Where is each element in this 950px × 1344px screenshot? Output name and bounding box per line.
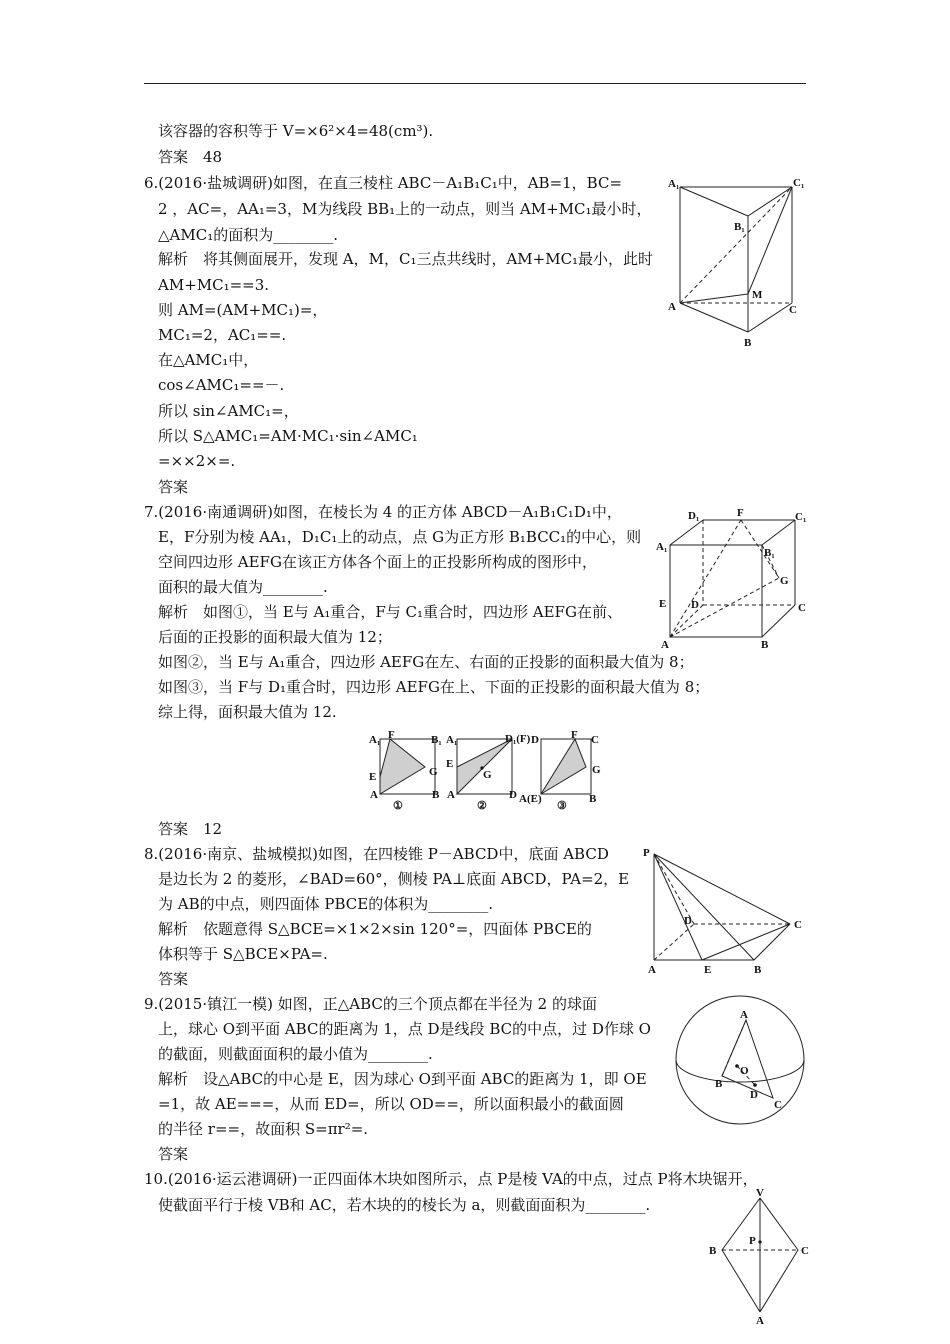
text-line: △AMC₁的面积为________. <box>158 226 338 244</box>
label-C: C <box>801 1245 809 1257</box>
p2-label-D1F: D₁(F) <box>505 733 531 745</box>
answer-line: 答案 <box>158 478 189 496</box>
p2-label-A1: A₁ <box>446 734 458 746</box>
text-line: 体积等于 S△BCE×PA=. <box>158 945 328 963</box>
problem-8-title: 8.(2016·南京、盐城模拟)如图，在四棱锥 P－ABCD中，底面 ABCD <box>144 845 609 863</box>
p3-label-C: C <box>591 734 599 746</box>
p3-label-B: B <box>589 793 597 805</box>
label-A: A <box>668 301 676 313</box>
solution-line: 解析 如图①，当 E与 A₁重合，F与 C₁重合时，四边形 AEFG在前、 <box>158 603 622 621</box>
label-C: C <box>789 304 797 316</box>
label-B: B <box>744 337 752 349</box>
problem-10-title: 10.(2016·运云港调研)一正四面体木块如图所示，点 P是棱 VA的中点，过点 P将木块锯开， <box>144 1170 758 1188</box>
label-B: B <box>715 1078 723 1090</box>
p1-caption: ① <box>393 800 403 812</box>
label-B1: B₁ <box>734 221 745 233</box>
p1-label-G: G <box>429 766 438 778</box>
text-line: AM+MC₁==3. <box>158 276 270 294</box>
tetrahedron-figure <box>706 1186 816 1326</box>
p1-label-B1: B₁ <box>431 734 442 746</box>
sphere-figure <box>670 996 810 1126</box>
p2-label-E: E <box>446 758 454 770</box>
text-line: 如图③，当 F与 D₁重合时，四边形 AEFG在上、下面的正投影的面积最大值为 8； <box>158 678 710 696</box>
text-line: 则 AM=(AM+MC₁)=， <box>158 301 328 319</box>
text-line: 是边长为 2 的菱形，∠BAD=60°，侧棱 PA⊥底面 ABCD，PA=2，E <box>158 870 630 888</box>
text-line: 上，球心 O到平面 ABC的距离为 1，点 D是线段 BC的中点，过 D作球 O <box>158 1020 651 1038</box>
p1-label-A: A <box>370 789 378 801</box>
label-C: C <box>774 1099 782 1111</box>
text-line: MC₁=2，AC₁==. <box>158 326 287 344</box>
answer-line: 答案 12 <box>158 820 223 838</box>
solution-line: 解析 将其侧面展开，发现 A，M，C₁三点共线时，AM+MC₁最小，此时 <box>158 250 654 268</box>
cube-figure <box>655 505 815 655</box>
text-line: 的截面，则截面面积的最小值为________. <box>158 1045 433 1063</box>
text-line: 的半径 r==，故面积 S=πr²=. <box>158 1120 369 1138</box>
p1-label-A1: A₁ <box>369 734 381 746</box>
label-C: C <box>798 602 806 614</box>
label-V: V <box>756 1187 764 1199</box>
text-line: 2 ，AC=，AA₁=3，M为线段 BB₁上的一动点，则当 AM+MC₁最小时， <box>158 200 652 218</box>
problem-9-title: 9.(2015·镇江一模) 如图，正△ABC的三个顶点都在半径为 2 的球面 <box>144 995 597 1013</box>
text-line: 面积的最大值为________. <box>158 578 328 596</box>
p2-label-D: D <box>509 789 517 801</box>
answer-line: 答案 48 <box>158 148 223 166</box>
p2-caption: ② <box>477 800 487 812</box>
text-line: =1，故 AE===，从而 ED=，所以 OD==，所以面积最小的截面圆 <box>158 1095 624 1113</box>
p3-label-G: G <box>592 764 601 776</box>
p2-label-G: G <box>483 769 492 781</box>
p3-label-F: F <box>571 729 578 741</box>
text-line: 所以 sin∠AMC₁=， <box>158 402 299 420</box>
label-P: P <box>643 847 650 859</box>
label-C1: C₁ <box>795 511 807 523</box>
text-line: cos∠AMC₁==－. <box>158 376 285 394</box>
text-line: 使截面平行于棱 VB和 AC，若木块的的棱长为 a，则截面面积为________. <box>158 1196 651 1214</box>
text-line: 为 AB的中点，则四面体 PBCE的体积为________. <box>158 895 493 913</box>
answer-line: 答案 <box>158 970 189 988</box>
text-line: =××2×=. <box>158 452 236 470</box>
text-line: 综上得，面积最大值为 12. <box>158 703 337 721</box>
label-C1: C₁ <box>793 177 805 189</box>
label-D: D <box>750 1089 758 1101</box>
text-line: 空间四边形 AEFG在该正方体各个面上的正投影所构成的图形中， <box>158 553 597 571</box>
label-P: P <box>749 1235 756 1247</box>
label-E: E <box>704 964 712 976</box>
label-M: M <box>752 289 763 301</box>
p3-label-D: D <box>531 734 539 746</box>
label-A: A <box>648 964 656 976</box>
label-B: B <box>754 964 762 976</box>
label-F: F <box>737 507 744 519</box>
label-B: B <box>709 1245 717 1257</box>
text-line: 该容器的容积等于 V=×6²×4=48(cm³). <box>158 122 434 140</box>
label-D: D <box>684 915 692 927</box>
label-E: E <box>659 598 667 610</box>
p1-label-F: F <box>388 729 395 741</box>
text-line: 后面的正投影的面积最大值为 12； <box>158 628 392 646</box>
solution-line: 解析 设△ABC的中心是 E，因为球心 O到平面 ABC的距离为 1，即 OE <box>158 1070 647 1088</box>
prism-figure <box>662 172 812 352</box>
pyramid-figure <box>642 842 812 977</box>
label-O: O <box>740 1065 749 1077</box>
p3-caption: ③ <box>557 800 567 812</box>
label-D1: D₁ <box>688 510 700 522</box>
projection-figures <box>366 730 606 810</box>
text-line: 所以 S△AMC₁=AM·MC₁·sin∠AMC₁ <box>158 427 418 445</box>
label-G: G <box>780 575 789 587</box>
label-D: D <box>691 599 699 611</box>
label-C: C <box>794 919 802 931</box>
header-rule <box>144 83 806 84</box>
p1-label-B: B <box>432 789 440 801</box>
label-A1: A₁ <box>656 541 668 553</box>
answer-line: 答案 <box>158 1145 189 1163</box>
label-A: A <box>740 1009 748 1021</box>
label-A: A <box>661 639 669 651</box>
text-line: E，F分别为棱 AA₁，D₁C₁上的动点，点 G为正方形 B₁BCC₁的中心，则 <box>158 528 642 546</box>
p2-label-A: A <box>447 789 455 801</box>
problem-6-title: 6.(2016·盐城调研)如图，在直三棱柱 ABC－A₁B₁C₁中，AB=1，BC= <box>144 174 623 192</box>
text-line: 在△AMC₁中， <box>158 351 259 369</box>
p3-label-AE: A(E) <box>519 793 542 805</box>
solution-line: 解析 依题意得 S△BCE=×1×2×sin 120°=，四面体 PBCE的 <box>158 920 592 938</box>
p1-label-E: E <box>369 771 377 783</box>
problem-7-title: 7.(2016·南通调研)如图，在棱长为 4 的正方体 ABCD－A₁B₁C₁D₁中， <box>144 503 622 521</box>
text-line: 如图②，当 E与 A₁重合，四边形 AEFG在左、右面的正投影的面积最大值为 8； <box>158 653 694 671</box>
label-B: B <box>761 639 769 651</box>
label-A: A <box>756 1315 764 1327</box>
label-B1: B₁ <box>764 547 775 559</box>
label-A1: A₁ <box>668 178 680 190</box>
